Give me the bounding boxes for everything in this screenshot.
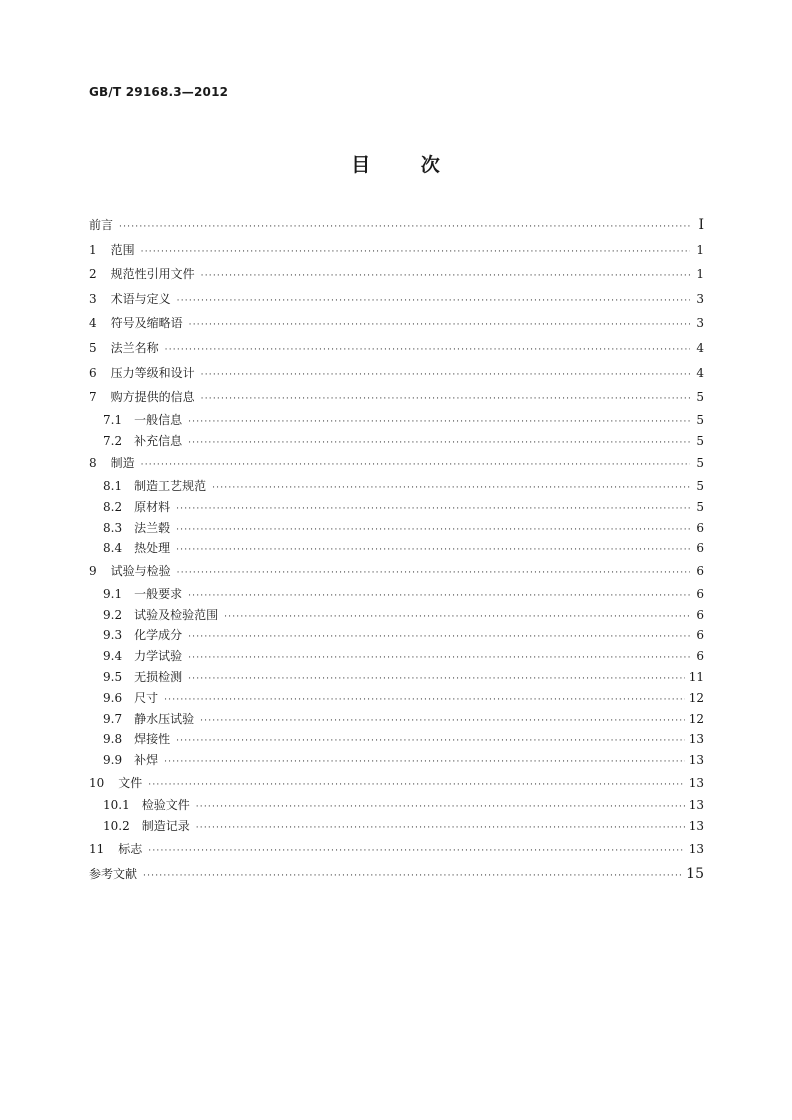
toc-entry[interactable] [89,311,704,336]
toc-entry-title: 范围 [110,242,135,257]
toc-entry[interactable] [89,385,704,410]
toc-entry-title: 补充信息 [134,433,183,448]
toc-entry-number: 9.3 [103,628,123,643]
toc-dot-leader [176,540,690,561]
toc-dot-leader [188,586,690,607]
toc-entry-number: 3 [89,291,97,306]
toc-dot-leader [148,773,684,798]
toc-page-number: 5 [696,456,704,471]
toc-entry-title: 试验与检验 [110,564,171,579]
toc-entry-number: 9.1 [103,586,123,601]
toc-entry-title: 尺寸 [134,690,159,705]
toc-entry-number: 8.3 [103,520,123,535]
toc-page-number: 1 [696,242,704,257]
toc-dot-leader [141,240,690,265]
toc-entry-number: 9.9 [103,753,123,768]
toc-entry-title: 原材料 [134,499,171,514]
toc-entry-number: 10 [89,775,105,790]
toc-page-number: 13 [688,753,704,768]
toc-page-number: I [698,217,704,233]
toc-entry-number: 7.1 [103,412,123,427]
toc-entry-number: 9.7 [103,711,123,726]
toc-dot-leader [188,412,690,433]
toc-entry-number: 7 [89,390,97,405]
toc-dot-leader [189,313,690,338]
toc-entry[interactable] [89,451,704,476]
toc-dot-leader [200,711,685,732]
toc-page-number: 12 [688,711,704,726]
toc-entry[interactable] [89,646,704,667]
toc-dot-leader [164,690,685,711]
toc-entry-title: 法兰毂 [134,520,171,535]
toc-dot-leader [141,453,690,478]
toc-entry-title: 一般信息 [134,412,183,427]
toc-entry-title: 购方提供的信息 [110,390,195,405]
toc-entry-title: 化学成分 [134,628,183,643]
toc-entry-number: 10.1 [103,798,130,813]
toc-entry-number: 5 [89,340,97,355]
toc-dot-leader [201,363,690,388]
toc-dot-leader [177,289,690,314]
toc-dot-leader [164,752,685,773]
toc-page-number: 13 [688,732,704,747]
toc-page-number: 5 [696,499,704,514]
toc-dot-leader [177,561,690,586]
toc-entry[interactable] [89,688,704,709]
toc-entry[interactable] [89,625,704,646]
toc-entry[interactable] [89,709,704,730]
toc-dot-leader [188,627,690,648]
toc-page-number: 11 [688,669,704,684]
toc-entry[interactable] [89,262,704,287]
toc-dot-leader [212,478,690,499]
toc-page-number: 12 [688,690,704,705]
toc-dot-leader [196,797,685,818]
toc-dot-leader [143,864,682,889]
toc-entry-title: 试验及检验范围 [134,607,219,622]
toc-page-number: 6 [696,541,704,556]
toc-entry[interactable] [89,518,704,539]
toc-entry-title: 制造工艺规范 [134,478,207,493]
toc-page-number: 6 [696,520,704,535]
toc-entry[interactable] [89,476,704,497]
toc-entry-title: 文件 [118,775,143,790]
toc-entry-title: 力学试验 [134,649,183,664]
toc-dot-leader [119,215,690,240]
toc-page-number: 6 [696,564,704,579]
toc-entry-number: 8.4 [103,541,123,556]
toc-entry-number: 8.1 [103,478,123,493]
toc-page-number: 4 [696,365,704,380]
toc-page-number: 5 [696,433,704,448]
toc-entry-number: 1 [89,242,97,257]
toc-entry[interactable] [89,729,704,750]
toc-entry-title: 检验文件 [141,798,190,813]
toc-entry[interactable] [89,667,704,688]
toc-entry[interactable] [89,497,704,518]
toc-page-number: 13 [688,798,704,813]
toc-page-number: 3 [696,291,704,306]
toc-entry[interactable] [89,431,704,452]
toc-entry[interactable] [89,238,704,263]
toc-dot-leader [188,669,685,690]
toc-page-number: 1 [696,267,704,282]
toc-entry-number: 11 [89,842,105,857]
toc-dot-leader [201,264,690,289]
toc-entry-number: 2 [89,267,97,282]
toc-entry-number: 9.2 [103,607,123,622]
toc-entry-title: 法兰名称 [110,340,159,355]
toc-dot-leader [201,387,690,412]
toc-dot-leader [196,818,685,839]
table-of-contents [89,213,704,886]
toc-entry[interactable] [89,837,704,862]
toc-entry-title: 一般要求 [134,586,183,601]
toc-dot-leader [165,338,690,363]
toc-entry-title: 制造记录 [141,819,190,834]
page-title: 目 次 [351,154,441,176]
toc-entry-title: 压力等级和设计 [110,365,195,380]
toc-entry[interactable] [89,816,704,837]
toc-entry-number: 6 [89,365,97,380]
toc-entry-number: 7.2 [103,433,123,448]
toc-entry-title: 补焊 [134,753,159,768]
toc-page-number: 13 [688,842,704,857]
toc-dot-leader [176,520,690,541]
toc-page-number: 5 [696,390,704,405]
toc-entry-title: 焊接性 [134,732,171,747]
toc-entry[interactable] [89,213,704,238]
toc-page-number: 13 [688,819,704,834]
toc-entry[interactable] [89,795,704,816]
toc-entry-title: 前言 [89,218,114,232]
toc-entry-number: 10.2 [103,819,130,834]
toc-page-number: 6 [696,649,704,664]
toc-entry[interactable] [89,336,704,361]
toc-entry[interactable] [89,584,704,605]
toc-dot-leader [148,839,684,864]
toc-entry-number: 9.8 [103,732,123,747]
toc-entry[interactable] [89,862,704,887]
toc-entry-title: 规范性引用文件 [110,267,195,282]
toc-entry-title: 无损检测 [134,669,183,684]
toc-entry-number: 4 [89,316,97,331]
toc-entry-number: 8 [89,456,97,471]
toc-entry[interactable] [89,287,704,312]
toc-page-number: 6 [696,607,704,622]
toc-entry-title: 术语与定义 [110,291,171,306]
toc-page-number: 4 [696,340,704,355]
toc-entry-title: 符号及缩略语 [110,316,183,331]
toc-entry[interactable] [89,361,704,386]
toc-entry-title: 静水压试验 [134,711,195,726]
toc-page-number: 6 [696,586,704,601]
toc-entry-title: 热处理 [134,541,171,556]
toc-dot-leader [188,433,690,454]
toc-entry[interactable] [89,538,704,559]
toc-entry-title: 制造 [110,456,135,471]
toc-entry-number: 9.4 [103,649,123,664]
toc-dot-leader [176,731,685,752]
toc-entry-number: 9.5 [103,669,123,684]
toc-entry-title: 参考文献 [89,866,138,881]
toc-entry[interactable] [89,605,704,626]
toc-entry[interactable] [89,559,704,584]
toc-entry-number: 8.2 [103,499,123,514]
toc-dot-leader [188,648,690,669]
standard-code: GB/T 29168.3—2012 [89,85,229,99]
toc-entry[interactable] [89,750,704,771]
toc-entry-number: 9.6 [103,690,123,705]
toc-dot-leader [176,499,690,520]
toc-dot-leader [224,607,690,628]
toc-page-number: 6 [696,628,704,643]
toc-page-number: 13 [688,775,704,790]
toc-page-number: 5 [696,412,704,427]
toc-entry[interactable] [89,410,704,431]
toc-page-number: 5 [696,478,704,493]
toc-entry-title: 标志 [118,842,143,857]
toc-entry-number: 9 [89,564,97,579]
toc-page-number: 15 [686,865,704,882]
toc-entry[interactable] [89,771,704,796]
toc-page-number: 3 [696,316,704,331]
